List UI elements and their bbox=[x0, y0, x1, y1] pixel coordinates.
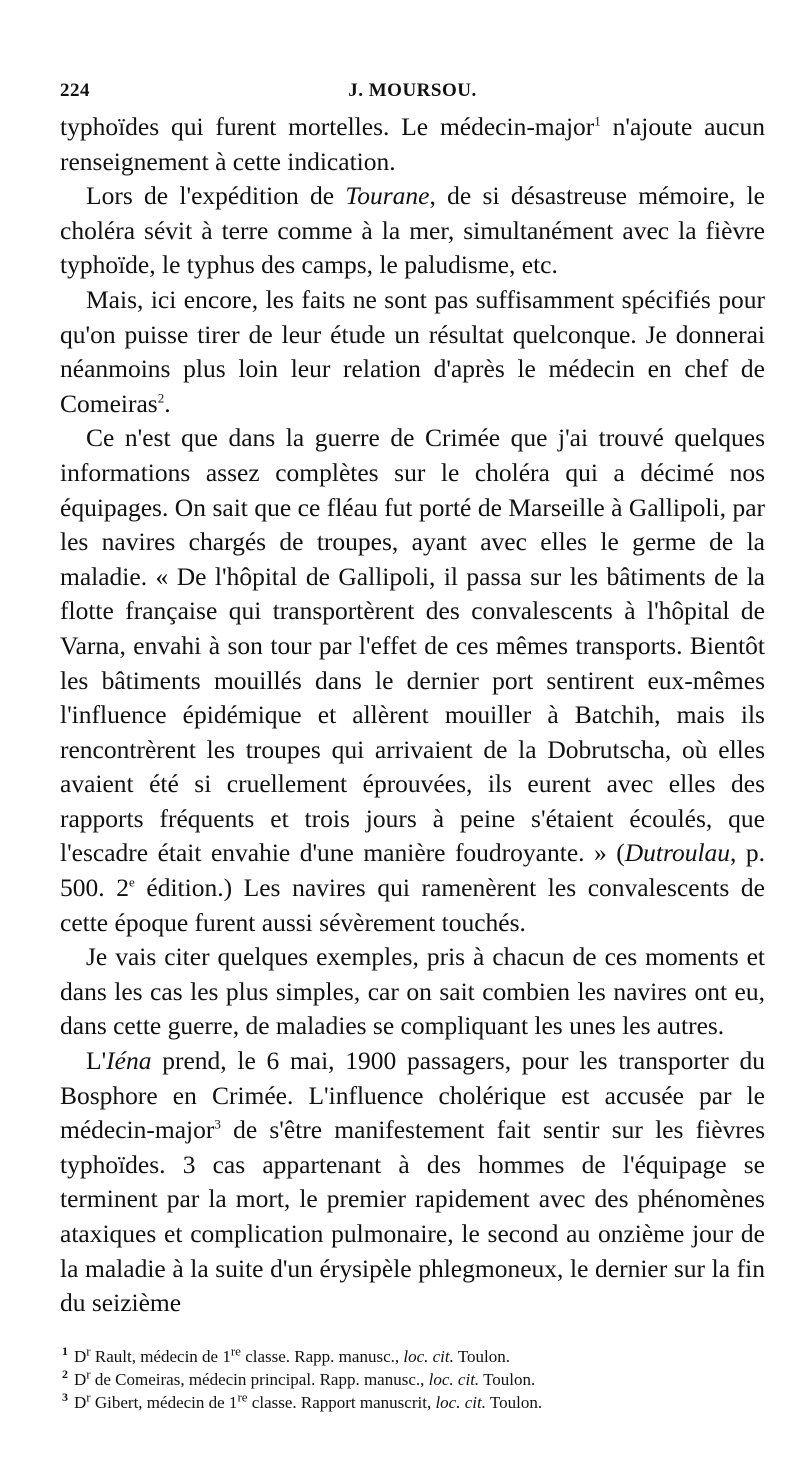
superscript: re bbox=[230, 1343, 241, 1359]
running-head: J. MOURSOU. bbox=[348, 80, 477, 101]
footnote bbox=[60, 1368, 765, 1391]
text-run: D bbox=[74, 1369, 87, 1389]
text-run: Je vais citer quelques exemples, pris à chacun de ces moments et dans les cas les plus simples, car on sait combien les navires ont eu, dans cette guerre, de maladies se compliquant les unes les autres. bbox=[60, 942, 765, 1041]
italic-text: Dutroulau bbox=[624, 838, 731, 868]
paragraph bbox=[60, 1044, 765, 1321]
page-number: 224 bbox=[60, 80, 90, 101]
footnote-mark: 3 bbox=[62, 1390, 68, 1405]
italic-text: loc. cit. bbox=[435, 1392, 486, 1412]
text-run: Rault, médecin de 1 bbox=[90, 1346, 231, 1366]
paragraph bbox=[60, 940, 765, 1044]
superscript: 1 bbox=[594, 113, 601, 129]
superscript: r bbox=[86, 1366, 91, 1382]
superscript: 3 bbox=[214, 1116, 221, 1132]
paragraph bbox=[60, 110, 765, 179]
text-run: typhoïdes qui furent mortelles. Le médecin-major bbox=[60, 112, 595, 141]
paragraph bbox=[60, 179, 765, 283]
text-run: D bbox=[74, 1392, 87, 1412]
footnote bbox=[60, 1345, 765, 1368]
superscript: e bbox=[128, 874, 135, 890]
text-run: . bbox=[164, 388, 171, 418]
footnotes bbox=[60, 1345, 765, 1414]
text-run: édition.) Les navires qui ramenèrent les convalescents de cette époque furent aussi sévèrement touchés. bbox=[60, 873, 766, 937]
text-run: , de si désastreuse mémoire, le choléra sévit à terre comme à la mer, simultanément avec la fièvre typhoïde, le typhus des camps, le paludisme, etc. bbox=[60, 181, 765, 280]
text-run: classe. Rapport manuscrit, bbox=[247, 1392, 436, 1412]
body-text bbox=[60, 110, 765, 1321]
text-run: de Comeiras, médecin principal. Rapp. manusc., bbox=[90, 1369, 429, 1389]
text-run: Gibert, médecin de 1 bbox=[90, 1392, 238, 1412]
text-run: Toulon. bbox=[453, 1346, 510, 1366]
text-run: D bbox=[74, 1346, 87, 1366]
superscript: 2 bbox=[157, 390, 165, 406]
text-run: Ce n'est que dans la guerre de Crimée que j'ai trouvé quelques informations assez complètes sur le choléra qui a décimé nos équipages. On sait que ce fléau fut porté de Marseille à Gallipoli, par les navires chargés de troupes, ayant avec elles le germe de la maladie. « De l'hôpital de Gallipoli, il passa sur les bâtiments de la flotte française qui transportèrent des convalescents à l'hôpital de Varna, envahi à son tour par l'effet de ces mêmes transports. Bientôt les bâtiments mouillés dans le dernier port sentirent eux-mêmes l'influence épidémique et allèrent mouiller à Batchih, mais ils rencontrèrent les troupes qui arrivaient de la Dobrutscha, où elles avaient été si cruellement éprouvées, ils eurent avec elles des rapports fréquents et trois jours à peine s'étaient écoulés, que l'escadre était envahie d'une manière foudroyante. » ( bbox=[60, 423, 765, 868]
superscript: r bbox=[86, 1389, 91, 1405]
text-run: Lors de l'expédition de bbox=[86, 181, 346, 211]
text-run: classe. Rapp. manusc., bbox=[240, 1346, 404, 1366]
page-header bbox=[60, 80, 765, 110]
text-run: Mais, ici encore, les faits ne sont pas suffisamment spécifiés pour qu'on puisse tirer de leur étude un résultat quelconque. Je donnerai néanmoins plus loin leur relation d'après le médecin en chef de Comeiras bbox=[60, 284, 765, 418]
paragraph bbox=[60, 283, 765, 421]
superscript: r bbox=[86, 1343, 91, 1359]
italic-text: Iéna bbox=[106, 1046, 152, 1076]
text-run: n'ajoute aucun renseignement à cette indication. bbox=[60, 112, 765, 176]
text-run: Toulon. bbox=[479, 1369, 536, 1389]
text-run: , p. 500. 2 bbox=[60, 838, 766, 903]
text-run: L' bbox=[86, 1046, 107, 1076]
footnote-mark: 1 bbox=[62, 1344, 68, 1359]
italic-text: loc. cit. bbox=[403, 1346, 454, 1366]
footnote bbox=[60, 1391, 765, 1414]
text-run: prend, le 6 mai, 1900 passagers, pour les transporter du Bosphore en Crimée. L'influence cholérique est accusée par le médecin-major bbox=[60, 1046, 765, 1145]
book-page bbox=[60, 80, 765, 1414]
text-run: Toulon. bbox=[485, 1392, 543, 1412]
footnote-mark: 2 bbox=[62, 1367, 68, 1382]
italic-text: Tourane bbox=[345, 181, 430, 211]
italic-text: loc. cit. bbox=[428, 1369, 480, 1389]
superscript: re bbox=[237, 1389, 248, 1405]
text-run: de s'être manifestement fait sentir sur les fièvres typhoïdes. 3 cas appartenant à des hommes de l'équipage se terminent par la mort, le premier rapidement avec des phénomènes ataxiques et complication pulmonaire, le second au onzième jour de la maladie à la suite d'un érysipèle phlegmoneux, le dernier sur la fin du seizième bbox=[60, 1115, 765, 1318]
paragraph bbox=[60, 421, 765, 940]
